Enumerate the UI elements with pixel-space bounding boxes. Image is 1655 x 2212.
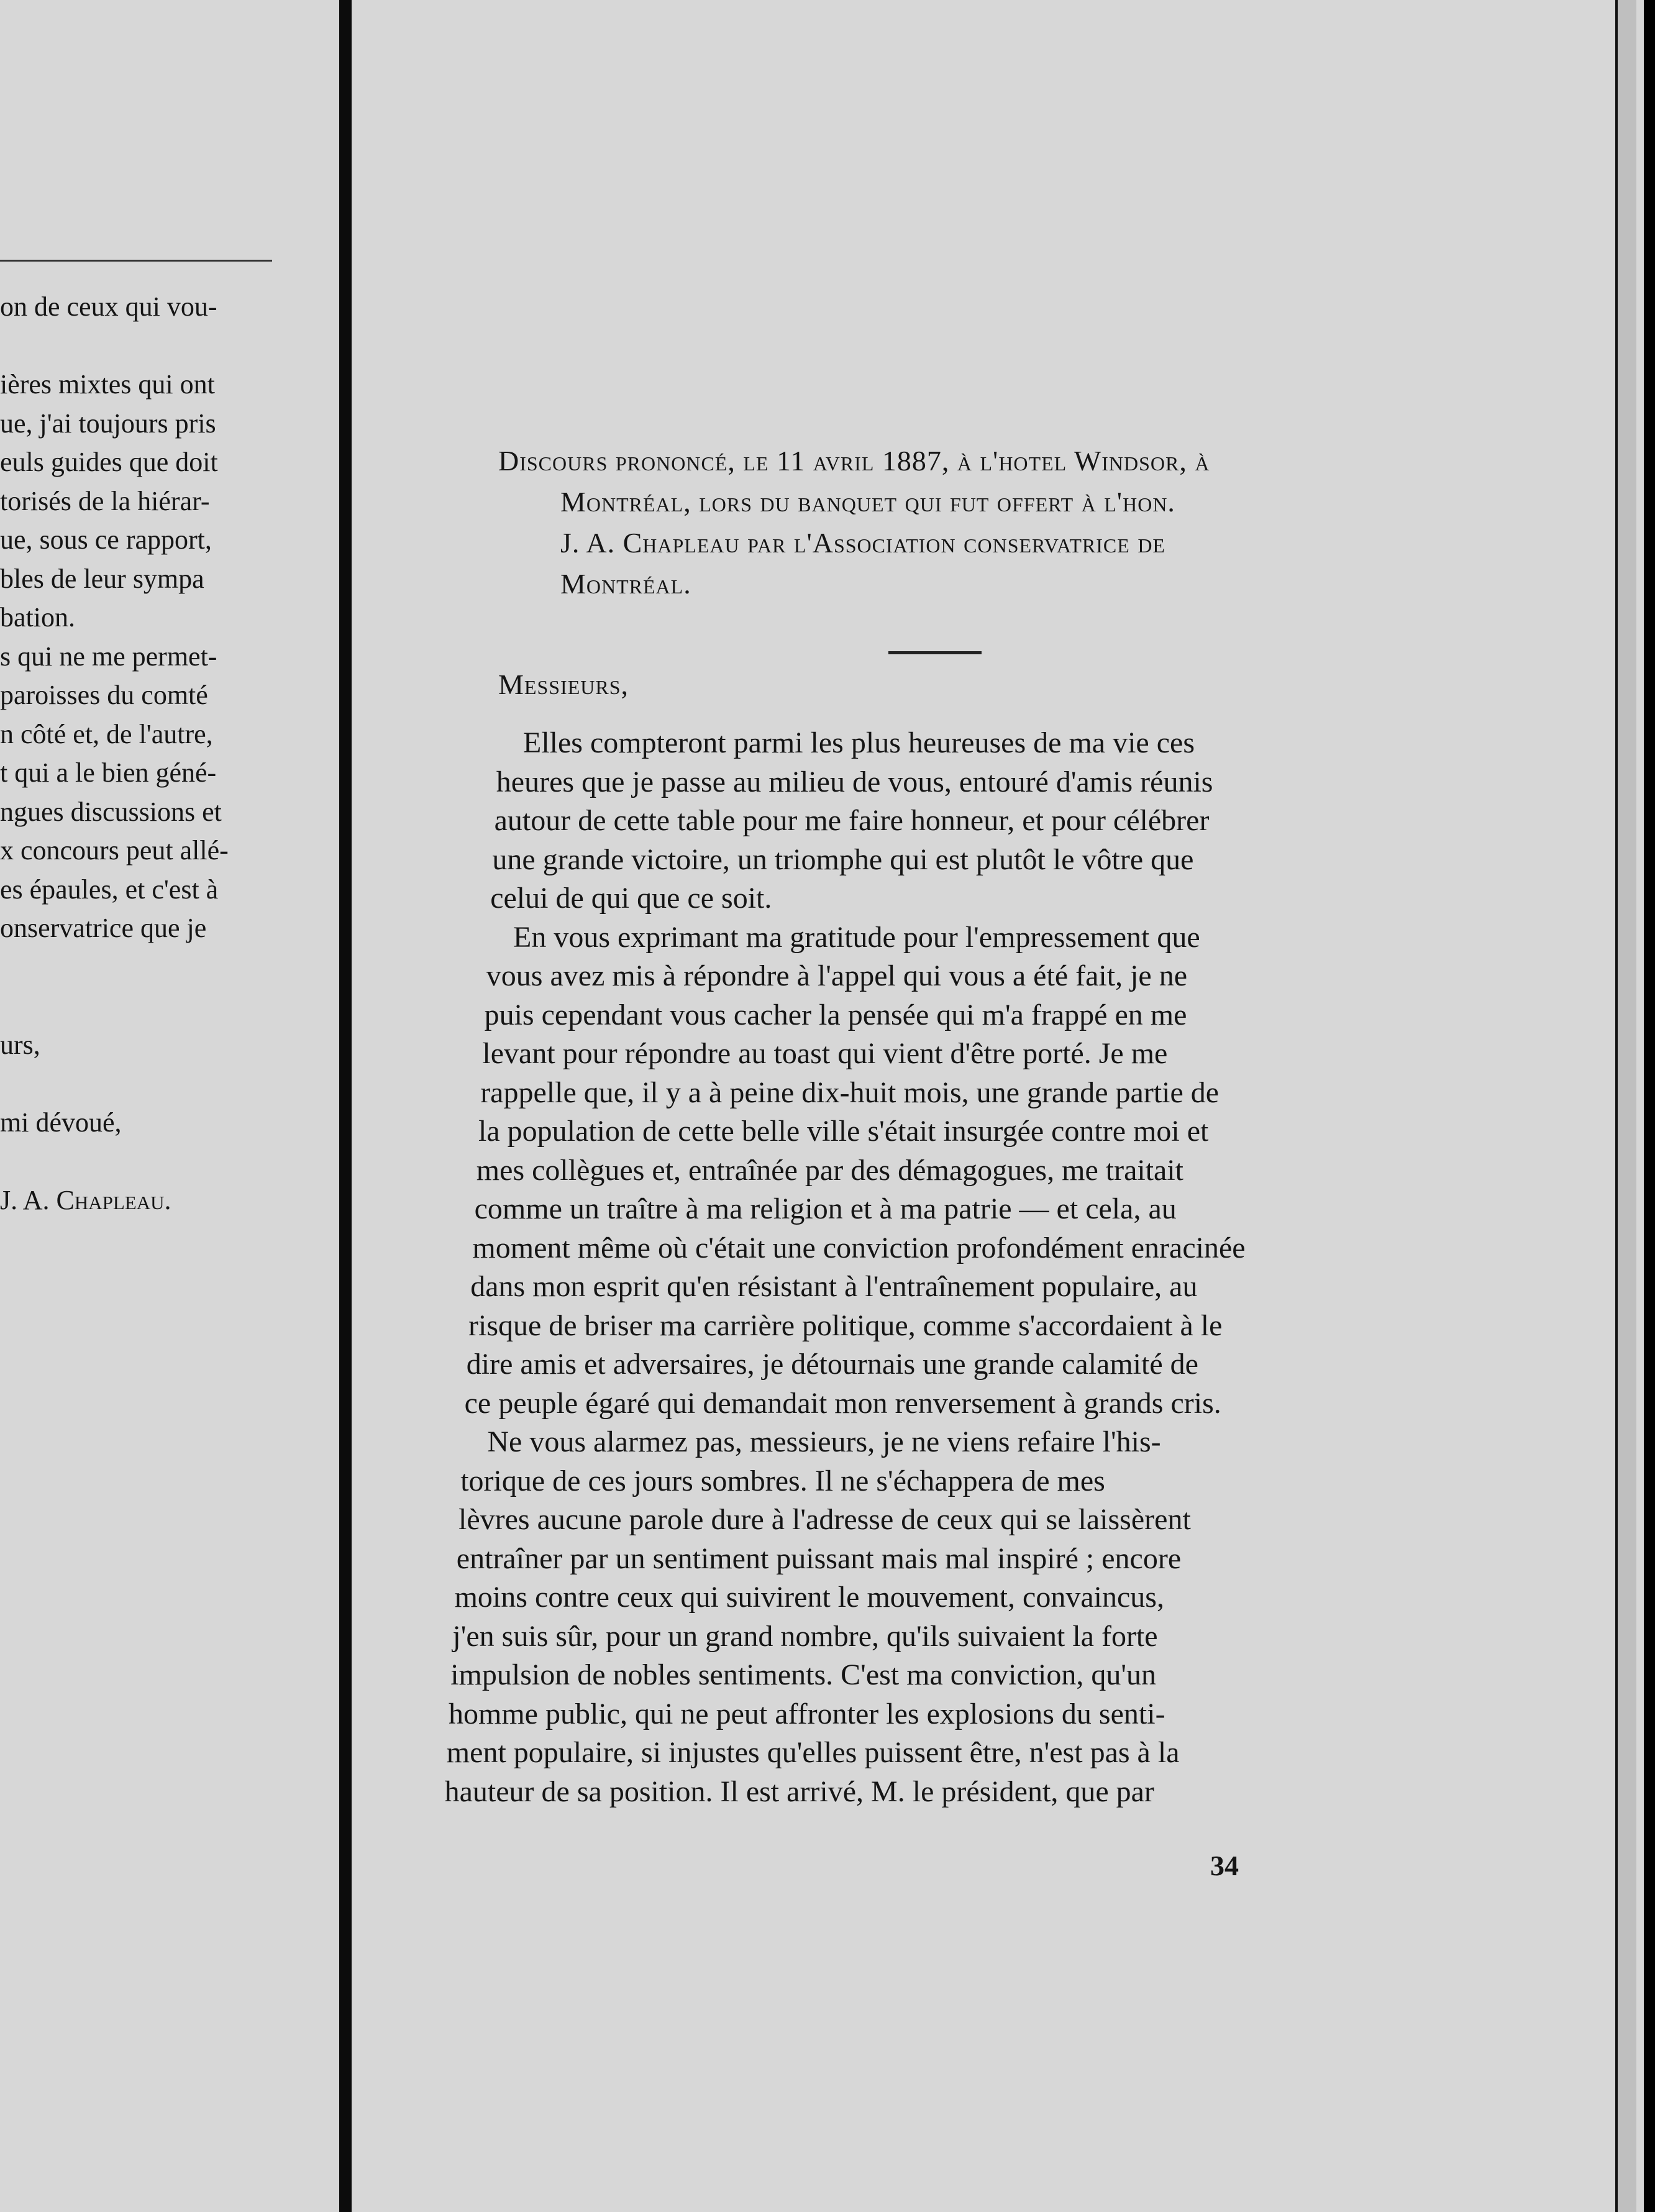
body-line: la population de cette belle ville s'était insurgée contre moi et bbox=[478, 1115, 1209, 1148]
body-line: j'en suis sûr, pour un grand nombre, qu'ils suivaient la forte bbox=[452, 1619, 1158, 1653]
body-line: risque de briser ma carrière politique, comme s'accordaient à le bbox=[468, 1309, 1223, 1342]
body-line: dans mon esprit qu'en résistant à l'entraînement populaire, au bbox=[470, 1270, 1198, 1303]
page-number: 34 bbox=[1210, 1850, 1239, 1881]
body-line: comme un traître à ma religion et à ma patrie — et cela, au bbox=[474, 1192, 1177, 1225]
left-text-line: bles de leur sympa bbox=[0, 563, 204, 594]
body-line: dire amis et adversaires, je détournais une grande calamité de bbox=[466, 1348, 1198, 1381]
body-line: Ne vous alarmez pas, messieurs, je ne viens refaire l'his- bbox=[487, 1425, 1161, 1458]
heading-line: J. A. Chapleau par l'Association conservatrice de bbox=[560, 527, 1165, 559]
body-line: autour de cette table pour me faire honneur, et pour célébrer bbox=[494, 804, 1210, 837]
body-line: moment même où c'était une conviction profondément enracinée bbox=[472, 1231, 1246, 1264]
body-line: moins contre ceux qui suivirent le mouvement, convaincus, bbox=[454, 1581, 1164, 1614]
left-page bbox=[0, 0, 352, 2212]
left-rule bbox=[0, 260, 272, 262]
left-text-line: onservatrice que je bbox=[0, 913, 207, 943]
body-line: vous avez mis à répondre à l'appel qui vous a été fait, je ne bbox=[486, 959, 1188, 992]
body-line: puis cependant vous cacher la pensée qui m'a frappé en me bbox=[484, 998, 1187, 1031]
body-line: impulsion de nobles sentiments. C'est ma conviction, qu'un bbox=[450, 1658, 1157, 1691]
left-text-line: ue, j'ai toujours pris bbox=[0, 408, 216, 439]
title-rule bbox=[888, 651, 982, 654]
heading-line: Montréal. bbox=[560, 568, 691, 600]
page-edge bbox=[1615, 0, 1636, 2212]
left-text-line: mi dévoué, bbox=[0, 1107, 122, 1138]
heading-line: Discours prononcé, le 11 avril 1887, à l'hotel Windsor, à bbox=[498, 445, 1210, 477]
body-line: En vous exprimant ma gratitude pour l'empressement que bbox=[513, 920, 1200, 954]
body-line: lèvres aucune parole dure à l'adresse de ceux qui se laissèrent bbox=[458, 1503, 1191, 1536]
left-text-line: ières mixtes qui ont bbox=[0, 369, 215, 400]
body-line: celui de qui que ce soit. bbox=[490, 882, 772, 915]
left-text-line: ngues discussions et bbox=[0, 796, 222, 827]
body-line: levant pour répondre au toast qui vient d'être porté. Je me bbox=[482, 1037, 1168, 1070]
body-line: entraîner par un sentiment puissant mais mal inspiré ; encore bbox=[456, 1542, 1182, 1575]
body-line: Elles compteront parmi les plus heureuses de ma vie ces bbox=[523, 726, 1195, 759]
left-text-line: t qui a le bien géné- bbox=[0, 757, 217, 788]
left-text-line: es épaules, et c'est à bbox=[0, 874, 219, 905]
body-line: heures que je passe au milieu de vous, entouré d'amis réunis bbox=[496, 765, 1213, 798]
body-line: torique de ces jours sombres. Il ne s'échappera de mes bbox=[460, 1464, 1105, 1497]
left-text-line: torisés de la hiérar- bbox=[0, 485, 210, 516]
left-text-line: J. A. Chapleau. bbox=[0, 1184, 171, 1215]
left-text-line: urs, bbox=[0, 1029, 40, 1060]
left-text-line: euls guides que doit bbox=[0, 447, 218, 477]
heading-line: Montréal, lors du banquet qui fut offert à l'hon. bbox=[560, 486, 1175, 518]
body-line: rappelle que, il y a à peine dix-huit mois, une grande partie de bbox=[480, 1076, 1220, 1109]
body-line: hauteur de sa position. Il est arrivé, M. le président, que par bbox=[444, 1775, 1154, 1808]
body-line: mes collègues et, entraînée par des démagogues, me traitait bbox=[476, 1153, 1184, 1187]
left-text-line: s qui ne me permet- bbox=[0, 641, 217, 672]
salutation: Messieurs, bbox=[498, 669, 629, 700]
left-text-line: n côté et, de l'autre, bbox=[0, 718, 213, 749]
left-text-line: ue, sous ce rapport, bbox=[0, 524, 212, 555]
left-text-line: bation. bbox=[0, 602, 75, 633]
body-line: ce peuple égaré qui demandait mon renversement à grands cris. bbox=[464, 1386, 1221, 1420]
left-text-line: x concours peut allé- bbox=[0, 835, 229, 866]
body-line: une grande victoire, un triomphe qui est plutôt le vôtre que bbox=[492, 843, 1194, 876]
body-line: homme public, qui ne peut affronter les explosions du senti- bbox=[449, 1697, 1165, 1730]
left-text-line: paroisses du comté bbox=[0, 680, 208, 710]
left-text-line: on de ceux qui vou- bbox=[0, 291, 217, 322]
body-line: ment populaire, si injustes qu'elles puissent être, n'est pas à la bbox=[446, 1736, 1180, 1769]
